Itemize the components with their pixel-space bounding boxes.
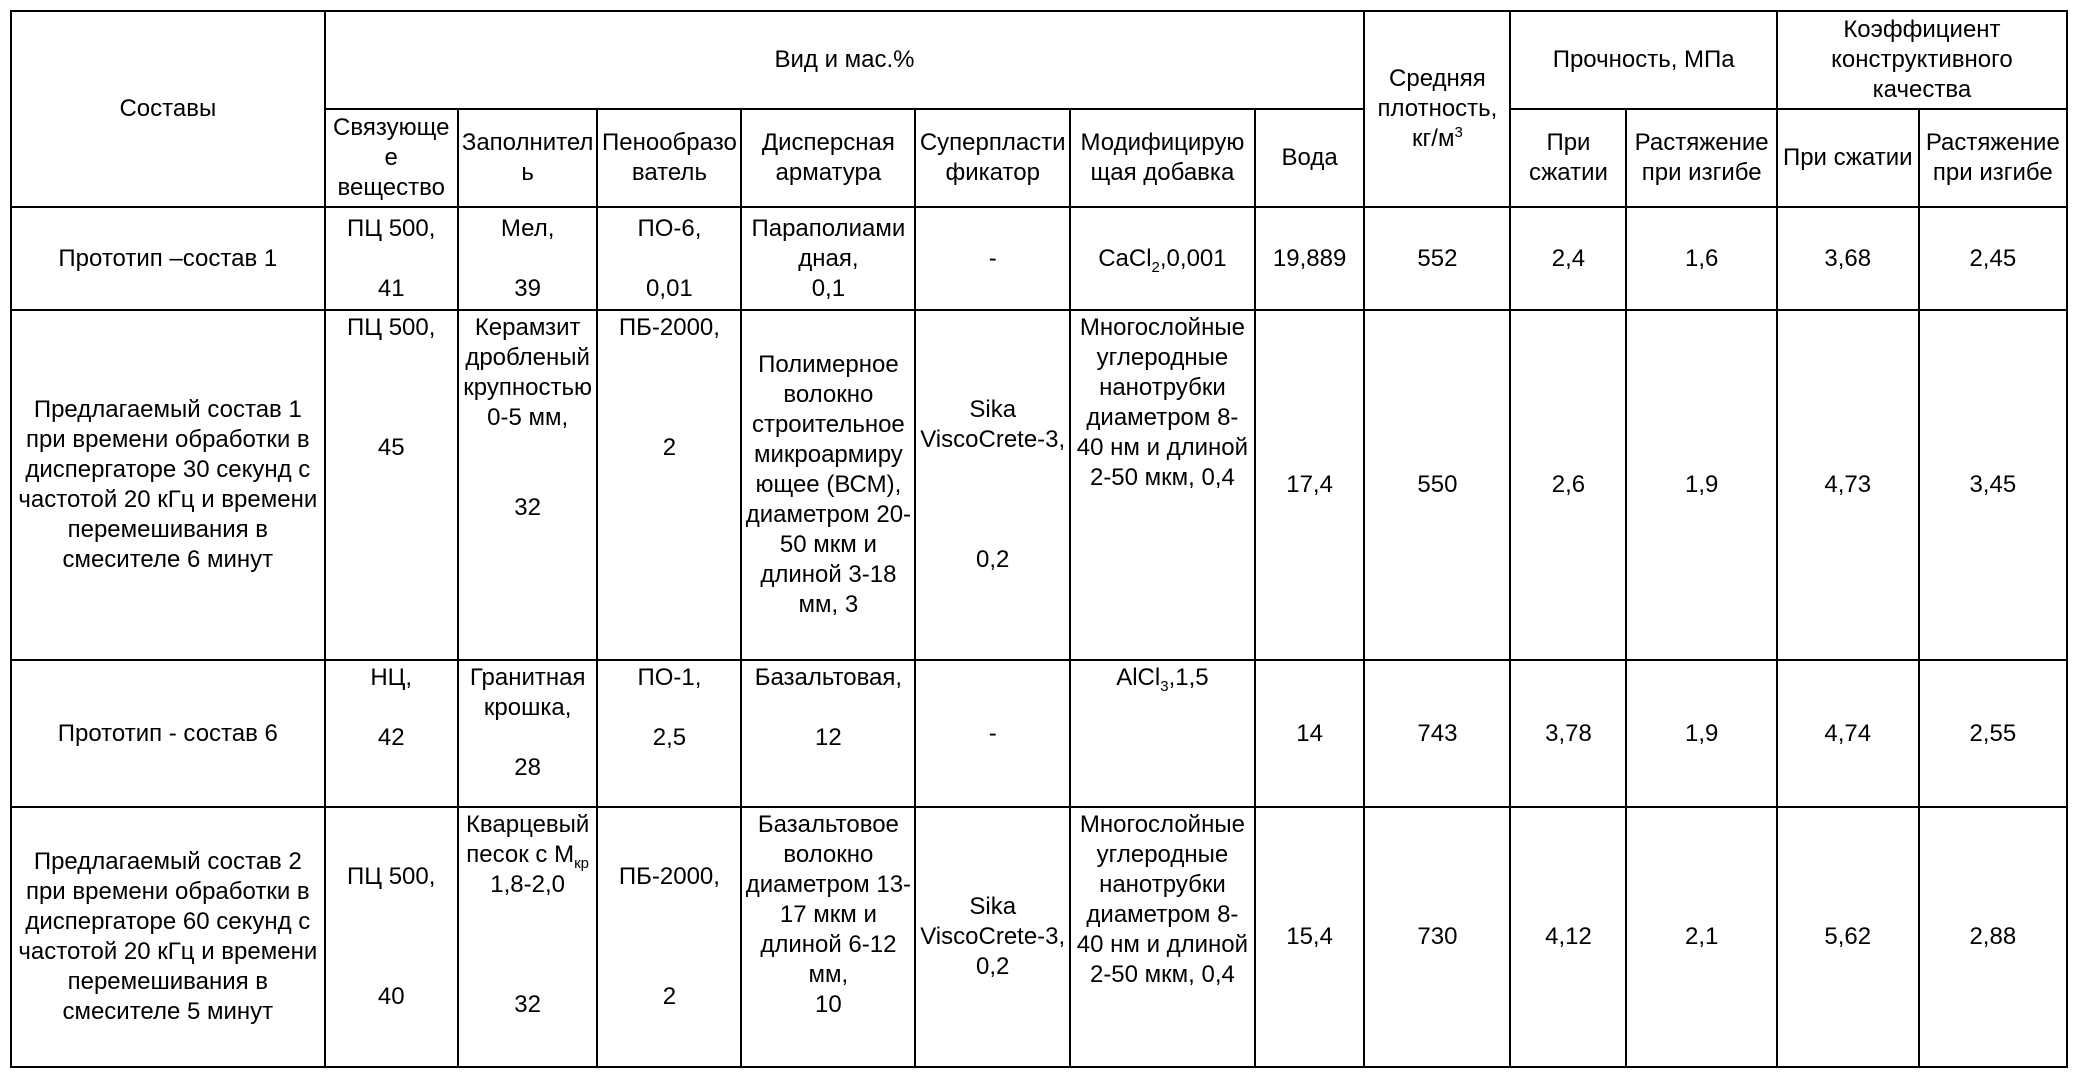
compositions-table: [10, 10, 2068, 1068]
cell-modifier: Многослойные углеродные нанотрубки диаметром 8-40 нм и длиной 2-50 мкм, 0,4: [1070, 310, 1255, 660]
header-bend: Растяжение при изгибе: [1626, 109, 1776, 207]
header-modifier: Модифицирующая добавка: [1070, 109, 1255, 207]
cell-bend: 1,9: [1626, 660, 1776, 807]
cell-water: 15,4: [1255, 807, 1365, 1067]
cell-compress: 2,4: [1510, 207, 1626, 310]
row-name: Прототип - состав 6: [11, 660, 325, 807]
cell-modifier: CaCl$_2$,0,001: [1070, 207, 1255, 310]
row-name: Предлагаемый состав 2 при времени обработки в диспергаторе 60 секунд с частотой 20 кГц и времени перемешивания в смесителе 5 минут: [11, 807, 325, 1067]
cell-binder: ПЦ 500, 41: [325, 207, 458, 310]
cell-coef-bend: 3,45: [1919, 310, 2067, 660]
cell-coef-compress: 4,73: [1777, 310, 1919, 660]
header-water: Вода: [1255, 109, 1365, 207]
cell-density: 550: [1364, 310, 1510, 660]
header-binder: Связующее вещество: [325, 109, 458, 207]
cell-foam: ПБ-2000, 2: [597, 310, 741, 660]
header-fiber: Дисперсная арматура: [741, 109, 915, 207]
cell-filler: Кварцевый песок с $М_{кр}$ 1,8-2,0 32: [458, 807, 598, 1067]
header-strength: Прочность, МПа: [1510, 11, 1776, 109]
cell-binder: ПЦ 500, 40: [325, 807, 458, 1067]
header-superplast: Суперпластификатор: [915, 109, 1070, 207]
header-compress: При сжатии: [1510, 109, 1626, 207]
header-coef-bend: Растяжение при изгибе: [1919, 109, 2067, 207]
header-filler: Заполнитель: [458, 109, 598, 207]
cell-foam: ПБ-2000, 2: [597, 807, 741, 1067]
cell-coef-compress: 4,74: [1777, 660, 1919, 807]
cell-superplast: -: [915, 660, 1070, 807]
cell-density: 552: [1364, 207, 1510, 310]
cell-water: 19,889: [1255, 207, 1365, 310]
cell-water: 14: [1255, 660, 1365, 807]
cell-superplast: -: [915, 207, 1070, 310]
cell-bend: 1,9: [1626, 310, 1776, 660]
cell-superplast: Sika ViscoCrete-3, 0,2: [915, 310, 1070, 660]
cell-modifier: AlCl$_3$,1,5: [1070, 660, 1255, 807]
header-type-mass: Вид и мас.%: [325, 11, 1365, 109]
cell-binder: ПЦ 500, 45: [325, 310, 458, 660]
cell-superplast: Sika ViscoCrete-3, 0,2: [915, 807, 1070, 1067]
table-row: [11, 660, 2067, 807]
cell-binder: НЦ, 42: [325, 660, 458, 807]
cell-modifier: Многослойные углеродные нанотрубки диаметром 8-40 нм и длиной 2-50 мкм, 0,4: [1070, 807, 1255, 1067]
row-name: Предлагаемый состав 1 при времени обработки в диспергаторе 30 секунд с частотой 20 кГц и времени перемешивания в смесителе 6 минут: [11, 310, 325, 660]
cell-compress: 2,6: [1510, 310, 1626, 660]
cell-compress: 4,12: [1510, 807, 1626, 1067]
cell-filler: Мел, 39: [458, 207, 598, 310]
header-density: Средняя плотность, $кг/м^3$: [1364, 11, 1510, 207]
cell-fiber: Базальтовое волокно диаметром 13-17 мкм и длиной 6-12 мм, 10: [741, 807, 915, 1067]
cell-foam: ПО-6, 0,01: [597, 207, 741, 310]
header-foam: Пенообразователь: [597, 109, 741, 207]
cell-coef-bend: 2,45: [1919, 207, 2067, 310]
header-row-1: [11, 11, 2067, 109]
cell-bend: 1,6: [1626, 207, 1776, 310]
cell-bend: 2,1: [1626, 807, 1776, 1067]
table-row: [11, 310, 2067, 660]
cell-density: 730: [1364, 807, 1510, 1067]
cell-density: 743: [1364, 660, 1510, 807]
header-coef: Коэффициент конструктивного качества: [1777, 11, 2067, 109]
cell-coef-bend: 2,88: [1919, 807, 2067, 1067]
cell-foam: ПО-1, 2,5: [597, 660, 741, 807]
cell-fiber: Базальтовая, 12: [741, 660, 915, 807]
cell-fiber: Параполиамидная, 0,1: [741, 207, 915, 310]
cell-filler: Гранитная крошка, 28: [458, 660, 598, 807]
table-row: [11, 807, 2067, 1067]
cell-water: 17,4: [1255, 310, 1365, 660]
row-name: Прототип –состав 1: [11, 207, 325, 310]
cell-filler: Керамзит дробленый крупностью 0-5 мм, 32: [458, 310, 598, 660]
cell-coef-compress: 3,68: [1777, 207, 1919, 310]
cell-compress: 3,78: [1510, 660, 1626, 807]
cell-coef-compress: 5,62: [1777, 807, 1919, 1067]
header-compositions: Составы: [11, 11, 325, 207]
table-row: [11, 207, 2067, 310]
header-coef-compress: При сжатии: [1777, 109, 1919, 207]
cell-coef-bend: 2,55: [1919, 660, 2067, 807]
cell-fiber: Полимерное волокно строительное микроармирующее (ВСМ), диаметром 20-50 мкм и длиной 3-18 мм, 3: [741, 310, 915, 660]
